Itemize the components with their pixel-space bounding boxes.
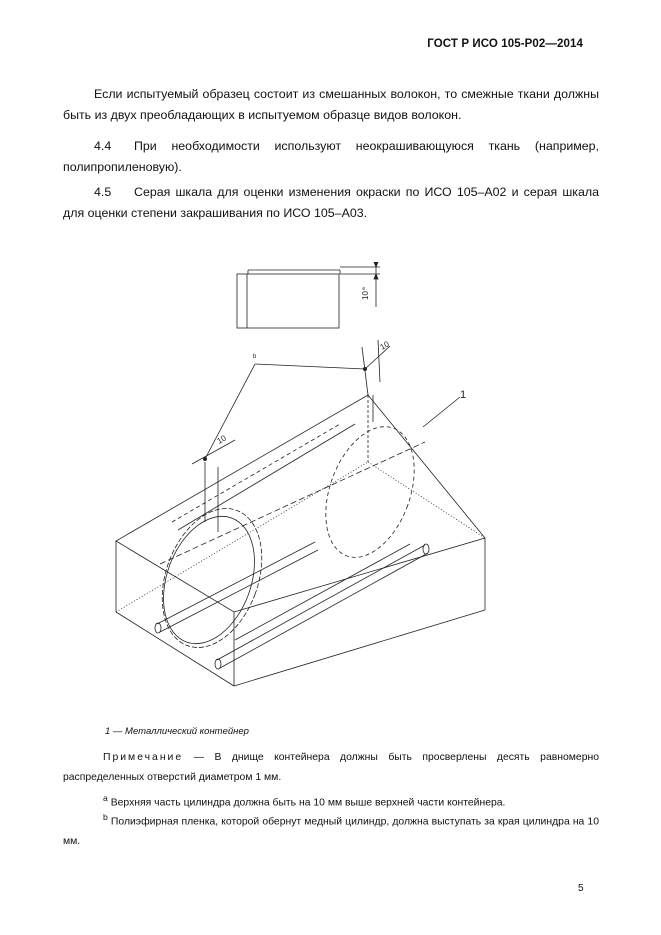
- rods-drawing: [155, 542, 429, 669]
- note-text: — В днище контейнера должны быть просверлены десять равномерно распределенных отверстий диаметром 1 мм.: [63, 752, 599, 783]
- dim-top-sup: a: [361, 287, 367, 290]
- footnote-a-text: Верхняя часть цилиндра должна быть на 10 мм выше верхней части контейнера.: [107, 797, 506, 809]
- footnote-b-text: Полиэфирная пленка, которой обернут медный цилиндр, должна выступать за края цилиндра на 10 мм.: [63, 816, 599, 848]
- footnote-b: [63, 807, 599, 852]
- paragraph-4-4: [63, 136, 599, 178]
- clause-number: 4.5: [94, 185, 112, 199]
- dim-10-right: 10: [378, 339, 391, 352]
- page-number: 5: [578, 883, 584, 894]
- label-1: 1: [460, 389, 467, 401]
- paragraph-text: Серая шкала для оценки изменения окраски по ИСО 105–А02 и серая шкала для оценки степени закрашивания по ИСО 105–А03.: [63, 185, 599, 220]
- footnote-a-mark: a: [103, 793, 108, 803]
- note-label: Примечание: [103, 752, 184, 763]
- dimension-leaders: [192, 340, 460, 464]
- clause-number: 4.4: [94, 139, 112, 153]
- dim-top-label: 10: [361, 291, 370, 300]
- paragraph-4-5: [63, 182, 599, 224]
- paragraph-text: Если испытуемый образец состоит из смешанных волокон, то смежные ткани должны быть из двух преобладающих в испытуемом образце видов волокон.: [63, 87, 599, 122]
- cylinder-drawing: [144, 414, 431, 661]
- document-header: ГОСТ Р ИСО 105-Р02—2014: [427, 38, 583, 50]
- note-paragraph: [63, 748, 599, 788]
- dim-10-left: 10: [215, 433, 228, 446]
- footnote-b-mark: b: [103, 812, 108, 822]
- paragraph-mixed-fibers: [63, 84, 599, 126]
- container-box: [116, 395, 485, 686]
- label-b: b: [253, 354, 257, 360]
- paragraph-text: При необходимости используют неокрашивающуюся ткань (например, полипропиленовую).: [63, 139, 599, 174]
- top-view-drawing: [237, 262, 380, 328]
- container-figure: [100, 262, 520, 712]
- figure-caption: 1 — Металлический контейнер: [105, 726, 249, 737]
